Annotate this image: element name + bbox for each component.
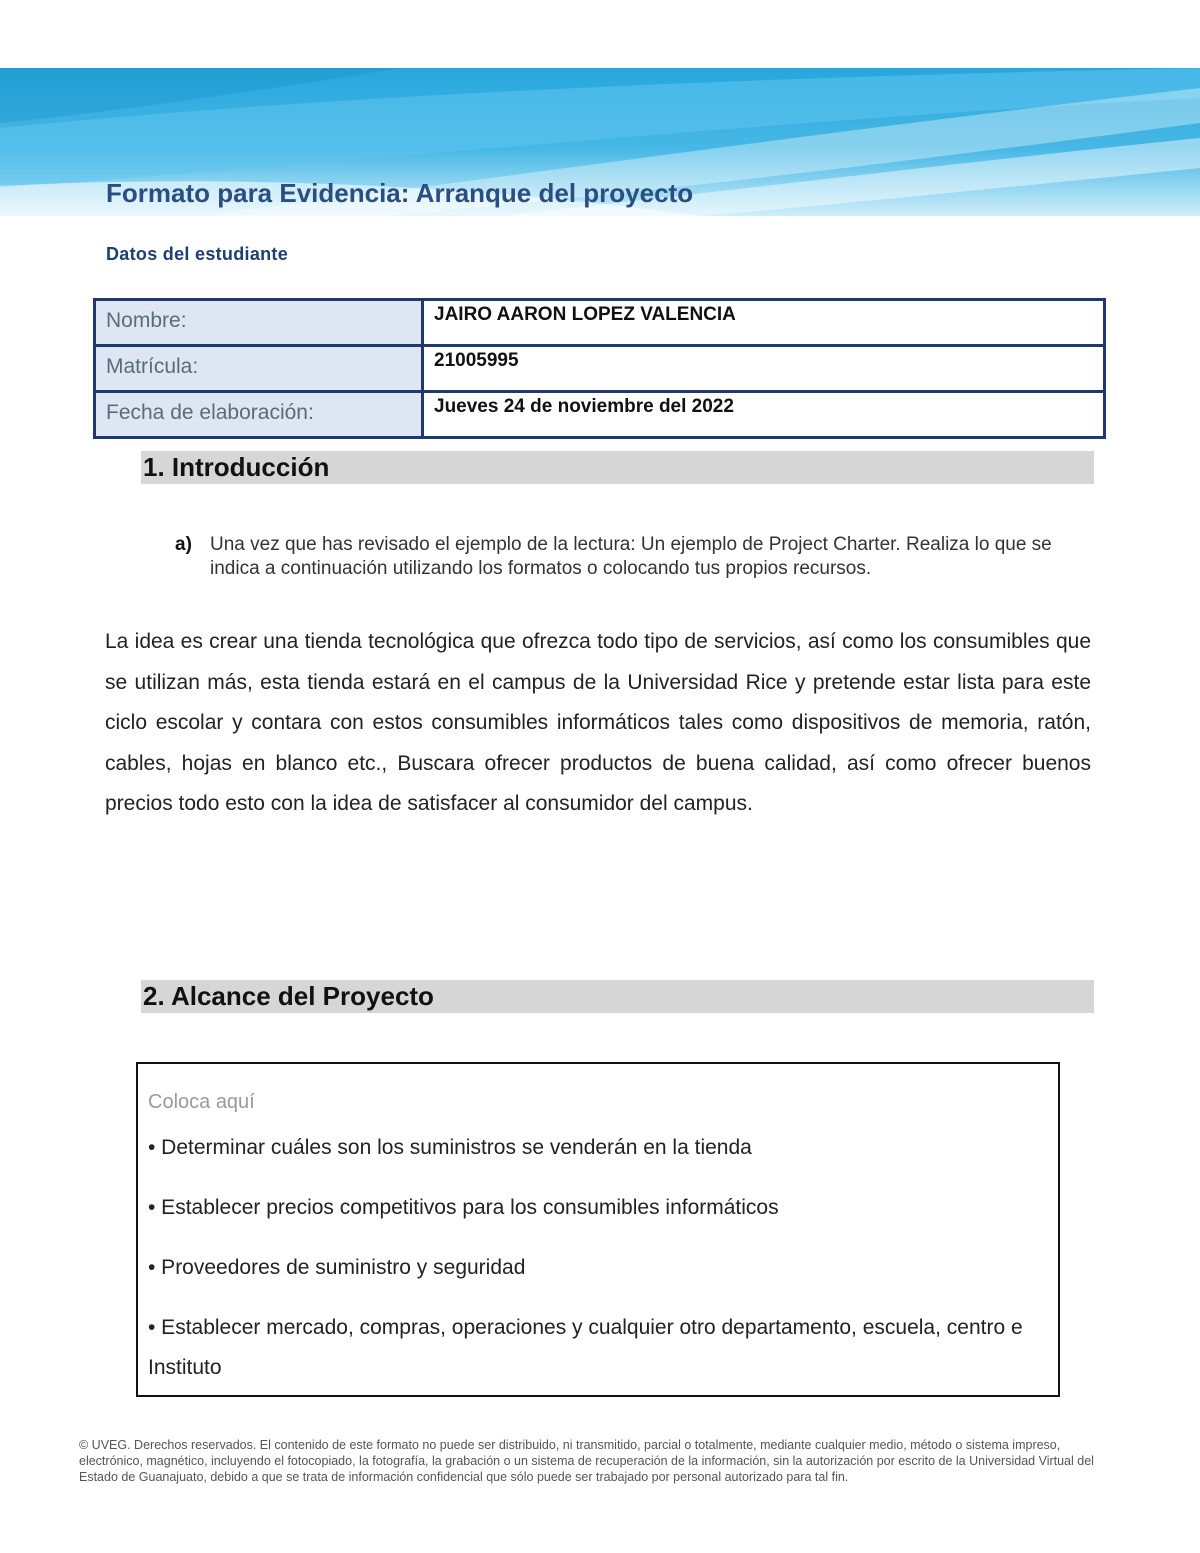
name-value: JAIRO AARON LOPEZ VALENCIA <box>423 300 1105 346</box>
instruction-block <box>175 533 1095 581</box>
copyright-footer: © UVEG. Derechos reservados. El contenido de este formato no puede ser distribuido, ni transmitido, parcial o totalmente, mediante cualquier medio, método o sistema impreso, electrónico, magnético, incluyendo el fotocopiado, la fotografía, la grabación o un sistema de recuperación de la información, sin la autorización por escrito de la Universidad Virtual del Estado de Guanajuato, debido a que se trata de información confidencial que sólo puede ser trabajado por personal autorizado para tal fin. <box>79 1438 1094 1484</box>
section-scope-heading: 2. Alcance del Proyecto <box>143 981 434 1011</box>
scope-content-box <box>136 1062 1060 1397</box>
scope-item: • Establecer mercado, compras, operaciones y cualquier otro departamento, escuela, centro e Instituto <box>148 1316 1023 1379</box>
table-row <box>95 392 1105 438</box>
instruction-letter: a) <box>175 534 192 555</box>
id-label: Matrícula: <box>95 346 423 392</box>
date-label: Fecha de elaboración: <box>95 392 423 438</box>
scope-item: • Determinar cuáles son los suministros se venderán en la tienda <box>148 1136 752 1159</box>
name-label: Nombre: <box>95 300 423 346</box>
date-value: Jueves 24 de noviembre del 2022 <box>423 392 1105 438</box>
introduction-paragraph: La idea es crear una tienda tecnológica que ofrezca todo tipo de servicios, así como los consumibles que se utilizan más, esta tienda estará en el campus de la Universidad Rice y pretende estar lista para este ciclo escolar y contara con estos consumibles informáticos tales como dispositivos de memoria, ratón, cables, hojas en blanco etc., Buscara ofrecer productos de buena calidad, así como ofrecer buenos precios todo esto con la idea de satisfacer al consumidor del campus. <box>105 630 1091 816</box>
student-data-heading: Datos del estudiante <box>106 244 289 264</box>
instruction-text: Una vez que has revisado el ejemplo de la lectura: Un ejemplo de Project Charter. Realiza lo que se indica a continuación utilizando los formatos o colocando tus propios recursos. <box>210 534 1052 579</box>
scope-item: • Proveedores de suministro y seguridad <box>148 1256 526 1279</box>
document-title: Formato para Evidencia: Arranque del proyecto <box>106 178 694 208</box>
section-introduction-bar <box>141 451 1094 484</box>
table-row <box>95 346 1105 392</box>
student-data-table <box>93 298 1106 439</box>
id-value: 21005995 <box>423 346 1105 392</box>
section-introduction-heading: 1. Introducción <box>143 452 330 482</box>
table-row <box>95 300 1105 346</box>
scope-item: • Establecer precios competitivos para los consumibles informáticos <box>148 1196 779 1219</box>
scope-placeholder: Coloca aquí <box>148 1091 255 1113</box>
section-scope-bar <box>141 980 1094 1013</box>
